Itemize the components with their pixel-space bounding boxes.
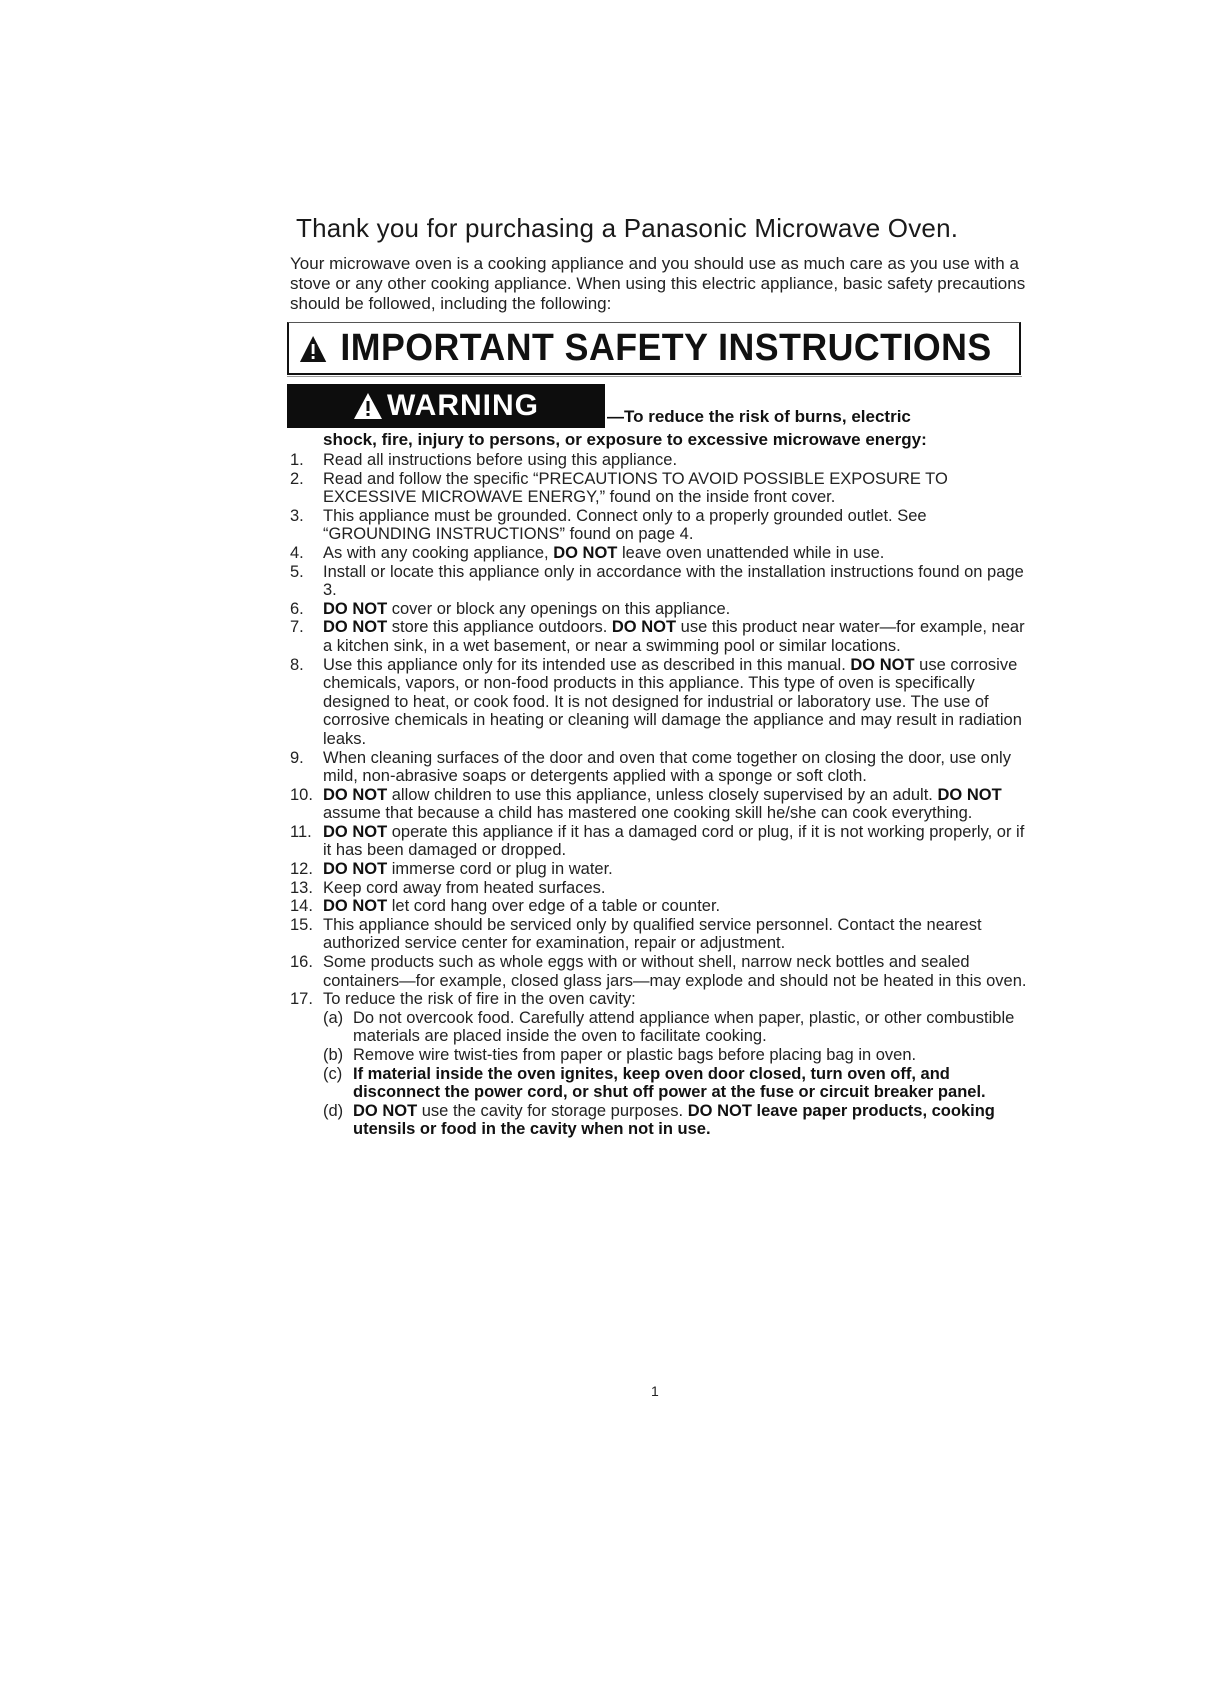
item-number: 15.	[290, 915, 313, 934]
sub-item-text	[353, 1102, 1030, 1139]
item-text	[323, 618, 1030, 655]
item-number: 5.	[290, 562, 304, 581]
emphasis-text: If material inside the oven ignites, keep oven door closed, turn oven off, and disconnect the power cord, or shut off power at the fuse or circuit breaker panel.	[353, 1064, 986, 1102]
sub-item-letter: (a)	[323, 1008, 344, 1027]
intro-paragraph: Your microwave oven is a cooking appliance and you should use as much care as you use with a stove or any other cooking appliance. When using this electric appliance, basic safety precautions should be followed, including the following:	[290, 254, 1026, 313]
sub-item	[323, 1009, 1030, 1046]
item-text-run: use corrosive chemicals, vapors, or non-food products in this appliance. This type of oven is specifically designed to heat, or cook food. It is not designed for industrial or laboratory use. The use of corrosive chemicals in heating or cleaning will damage the appliance and may result in radiation leaks.	[323, 655, 1022, 748]
item-number: 3.	[290, 506, 304, 525]
item-number: 10.	[290, 785, 313, 804]
item-number: 16.	[290, 953, 313, 972]
sub-item-letter: (c)	[323, 1064, 343, 1083]
emphasis-text: DO NOT leave paper products, cooking utensils or food in the cavity when not in use.	[353, 1101, 995, 1139]
item-text-run: cover or block any openings on this appliance.	[387, 599, 731, 618]
item-number: 14.	[290, 897, 313, 916]
item-number: 6.	[290, 599, 304, 618]
item-text-run: assume that because a child has mastered one cooking skill he/she can cook everything.	[323, 804, 973, 823]
item-number: 1.	[290, 451, 304, 469]
item-text-run: store this appliance outdoors.	[387, 618, 612, 637]
safety-title: IMPORTANT SAFETY INSTRUCTIONS	[340, 326, 992, 369]
safety-title-row	[299, 327, 992, 370]
item-text-run: let cord hang over edge of a table or counter.	[387, 897, 721, 916]
item-text-run: This appliance should be serviced only by qualified service personnel. Contact the nearest authorized service center for examination, repair or adjustment.	[323, 915, 982, 953]
item-text-run: When cleaning surfaces of the door and oven that come together on closing the door, use only mild, non-abrasive soaps or detergents applied with a sponge or soft cloth.	[323, 748, 1011, 786]
item-text-run: Read all instructions before using this appliance.	[323, 451, 678, 469]
item-text	[323, 953, 1030, 990]
item-text-run: allow children to use this appliance, unless closely supervised by an adult.	[387, 785, 938, 804]
list-item	[290, 786, 1030, 823]
list-item	[290, 749, 1030, 786]
sub-item-text	[353, 1009, 1030, 1046]
emphasis-text: DO NOT	[323, 618, 388, 637]
warning-text-line1: —To reduce the risk of burns, electric	[607, 407, 911, 426]
item-text	[323, 656, 1030, 749]
item-text	[323, 749, 1030, 786]
item-text	[323, 879, 1030, 898]
item-text-run: Use this appliance only for its intended use as described in this manual.	[323, 655, 851, 674]
list-item	[290, 953, 1030, 990]
item-text-run: Install or locate this appliance only in accordance with the installation instructions found on page 3.	[323, 562, 1024, 600]
item-text	[323, 916, 1030, 953]
warning-label-row	[353, 389, 539, 423]
item-number: 17.	[290, 990, 313, 1009]
item-text	[323, 470, 1030, 507]
emphasis-text: DO NOT	[553, 543, 618, 562]
warning-banner	[287, 384, 605, 428]
emphasis-text: DO NOT	[323, 785, 388, 804]
item-number: 12.	[290, 860, 313, 879]
item-text-run: Remove wire twist-ties from paper or plastic bags before placing bag in oven.	[353, 1046, 917, 1064]
sub-item	[323, 1046, 1030, 1065]
sub-item-text	[353, 1046, 1030, 1065]
item-text	[323, 563, 1030, 600]
emphasis-text: DO NOT	[323, 897, 388, 916]
item-number: 2.	[290, 469, 304, 488]
item-text-run: operate this appliance if it has a damaged cord or plug, if it is not working properly, or if it has been damaged or dropped.	[323, 822, 1025, 860]
list-item	[290, 507, 1030, 544]
list-item	[290, 563, 1030, 600]
divider	[287, 376, 1022, 377]
item-text-run: Some products such as whole eggs with or without shell, narrow neck bottles and sealed containers—for example, closed glass jars—may explode and should not be heated in this oven.	[323, 953, 1027, 990]
list-item	[290, 916, 1030, 953]
list-item	[290, 990, 1030, 1009]
item-text-run: To reduce the risk of fire in the oven cavity:	[323, 990, 636, 1009]
emphasis-text: DO NOT	[611, 618, 677, 637]
list-item	[290, 879, 1030, 898]
list-item	[290, 897, 1030, 916]
sub-item-letter: (d)	[323, 1101, 344, 1120]
sub-item	[323, 1102, 1030, 1139]
warning-label: WARNING	[387, 389, 539, 422]
page-heading: Thank you for purchasing a Panasonic Microwave Oven.	[296, 213, 959, 243]
warning-triangle-icon	[299, 334, 327, 364]
emphasis-text: DO NOT	[850, 655, 915, 674]
item-text-run: Read and follow the specific “PRECAUTIONS TO AVOID POSSIBLE EXPOSURE TO EXCESSIVE MICROWAVE ENERGY,” found on the inside front cover.	[323, 469, 948, 507]
warning-triangle-icon	[353, 392, 383, 420]
safety-instructions-list	[290, 451, 1030, 1139]
emphasis-text: DO NOT	[323, 860, 388, 879]
item-text-run: As with any cooking appliance,	[323, 543, 554, 562]
item-text-run: leave oven unattended while in use.	[617, 543, 885, 562]
item-text	[323, 507, 1030, 544]
emphasis-text: DO NOT	[323, 822, 388, 841]
item-text-run: use the cavity for storage purposes.	[417, 1101, 688, 1120]
item-text	[323, 451, 1030, 470]
list-item	[290, 860, 1030, 879]
emphasis-text: DO NOT	[937, 785, 1002, 804]
emphasis-text: DO NOT	[353, 1101, 418, 1120]
item-text	[323, 823, 1030, 860]
item-text-run: Do not overcook food. Carefully attend appliance when paper, plastic, or other combustible materials are placed inside the oven to facilitate cooking.	[353, 1008, 1015, 1046]
item-text-run: This appliance must be grounded. Connect only to a properly grounded outlet. See “GROUNDING INSTRUCTIONS” found on page 4.	[323, 506, 927, 544]
sub-item-letter: (b)	[323, 1046, 344, 1064]
list-item	[290, 618, 1030, 655]
list-item	[290, 656, 1030, 749]
list-item	[290, 451, 1030, 470]
item-number: 8.	[290, 655, 304, 674]
page-number: 1	[651, 1383, 659, 1399]
item-number: 9.	[290, 748, 304, 767]
list-item	[290, 470, 1030, 507]
item-text	[323, 600, 1030, 619]
item-number: 7.	[290, 618, 304, 637]
list-item	[290, 600, 1030, 619]
item-text	[323, 786, 1030, 823]
list-item	[290, 544, 1030, 563]
item-text	[323, 897, 1030, 916]
sub-item	[323, 1065, 1030, 1102]
item-text-run: immerse cord or plug in water.	[387, 860, 613, 879]
item-text-run: use this product near water—for example, near a kitchen sink, in a wet basement, or near a swimming pool or similar locations.	[323, 618, 1025, 655]
item-number: 4.	[290, 543, 304, 562]
item-text-run: Keep cord away from heated surfaces.	[323, 878, 606, 897]
warning-text-line2: shock, fire, injury to persons, or exposure to excessive microwave energy:	[323, 430, 927, 449]
item-text	[323, 544, 1030, 563]
emphasis-text: DO NOT	[323, 599, 388, 618]
sub-item-text	[353, 1065, 1030, 1102]
safety-title-box	[287, 322, 1021, 375]
item-text	[323, 990, 1030, 1009]
item-text	[323, 860, 1030, 879]
item-number: 11.	[290, 822, 312, 841]
list-item	[290, 823, 1030, 860]
item-number: 13.	[290, 878, 313, 897]
